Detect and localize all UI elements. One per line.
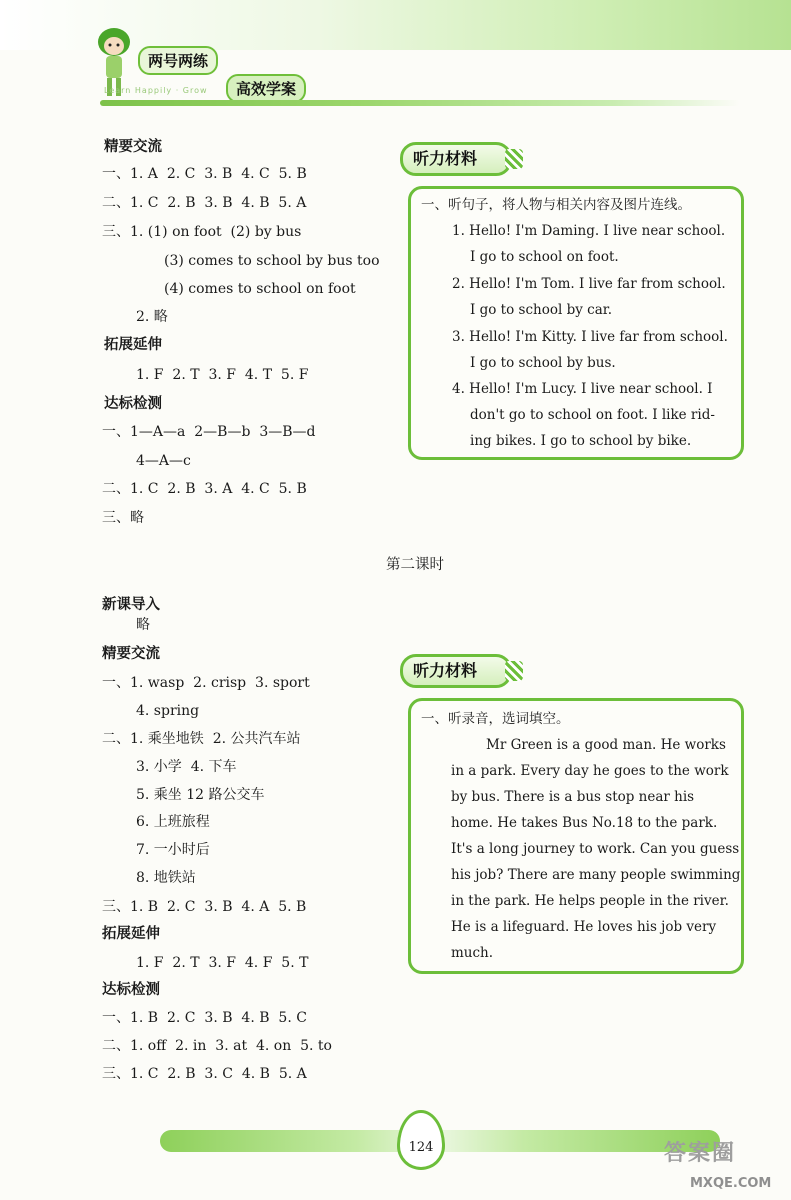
answer-line: 2. 略 <box>136 309 168 325</box>
answer-line: 8. 地铁站 <box>136 870 196 886</box>
listening-line: It's a long journey to work. Can you guess <box>451 841 740 857</box>
listening-line: don't go to school on foot. I like rid- <box>470 407 715 423</box>
section-heading: 达标检测 <box>102 982 160 998</box>
listening-line: 一、听录音，选词填空。 <box>421 711 570 727</box>
listening-line: in the park. He helps people in the river. <box>451 893 729 909</box>
listening-line: 4. Hello! I'm Lucy. I live near school. I <box>452 381 713 397</box>
watermark-url: MXQE.COM <box>690 1176 772 1191</box>
section-heading: 新课导入 <box>102 597 160 613</box>
section-heading: 拓展延伸 <box>102 926 160 942</box>
listening-line: home. He takes Bus No.18 to the park. <box>451 815 718 831</box>
listening-line: 一、听句子，将人物与相关内容及图片连线。 <box>421 197 691 213</box>
listening-line: his job? There are many people swimming <box>451 867 741 883</box>
answer-line: 一、1. A 2. C 3. B 4. C 5. B <box>102 166 307 182</box>
book-title: 高效学案 <box>226 74 306 103</box>
answer-line: 一、1—A—a 2—B—b 3—B—d <box>102 424 316 440</box>
listening-line: much. <box>451 945 494 961</box>
listening-line: 3. Hello! I'm Kitty. I live far from school. <box>452 329 728 345</box>
answer-line: 7. 一小时后 <box>136 842 210 858</box>
listening-line: by bus. There is a bus stop near his <box>451 789 695 805</box>
answer-line: 二、1. 乘坐地铁 2. 公共汽车站 <box>102 731 301 747</box>
page-number: 124 <box>408 1140 434 1155</box>
answer-line: 二、1. off 2. in 3. at 4. on 5. to <box>102 1038 332 1054</box>
listening-line: I go to school by bus. <box>470 355 616 371</box>
answer-line: 1. F 2. T 3. F 4. T 5. F <box>136 367 309 383</box>
header-tagline: Learn Happily · Grow <box>104 86 208 95</box>
answer-line: 3. 小学 4. 下车 <box>136 759 237 775</box>
answer-line: (4) comes to school on foot <box>164 281 356 297</box>
answer-line: (3) comes to school by bus too <box>164 253 380 269</box>
answer-line: 4. spring <box>136 703 200 719</box>
listening-line: Mr Green is a good man. He works <box>486 737 726 753</box>
answer-line: 三、1. C 2. B 3. C 4. B 5. A <box>102 1066 307 1082</box>
answer-line: 二、1. C 2. B 3. B 4. B 5. A <box>102 195 307 211</box>
section-heading: 达标检测 <box>104 396 162 412</box>
listening-line: He is a lifeguard. He loves his job very <box>451 919 717 935</box>
listening-line: 1. Hello! I'm Daming. I live near school. <box>452 223 726 239</box>
listening-line: I go to school on foot. <box>470 249 619 265</box>
header-divider <box>100 100 740 106</box>
watermark-logo: 答案圈 <box>664 1141 737 1166</box>
answer-line: 一、1. wasp 2. crisp 3. sport <box>102 675 310 691</box>
series-title: 两号两练 <box>138 46 218 75</box>
section-heading: 精要交流 <box>102 646 160 662</box>
answer-line: 三、略 <box>102 510 144 526</box>
answer-line: 三、1. B 2. C 3. B 4. A 5. B <box>102 899 307 915</box>
answer-line: 一、1. B 2. C 3. B 4. B 5. C <box>102 1010 307 1026</box>
answer-line: 6. 上班旅程 <box>136 814 210 830</box>
listening-line: I go to school by car. <box>470 302 613 318</box>
listening-tab: 听力材料 <box>400 142 512 176</box>
lesson-title: 第二课时 <box>386 557 444 573</box>
listening-line: in a park. Every day he goes to the work <box>451 763 729 779</box>
listening-line: ing bikes. I go to school by bike. <box>470 433 692 449</box>
listening-line: 2. Hello! I'm Tom. I live far from school. <box>452 276 726 292</box>
answer-line: 5. 乘坐 12 路公交车 <box>136 787 265 803</box>
answer-line: 三、1. (1) on foot (2) by bus <box>102 224 302 240</box>
listening-tab: 听力材料 <box>400 654 512 688</box>
answer-line: 略 <box>136 617 150 633</box>
answer-line: 4—A—c <box>136 453 191 469</box>
answer-line: 二、1. C 2. B 3. A 4. C 5. B <box>102 481 307 497</box>
answer-line: 1. F 2. T 3. F 4. F 5. T <box>136 955 309 971</box>
section-heading: 精要交流 <box>104 139 162 155</box>
section-heading: 拓展延伸 <box>104 337 162 353</box>
